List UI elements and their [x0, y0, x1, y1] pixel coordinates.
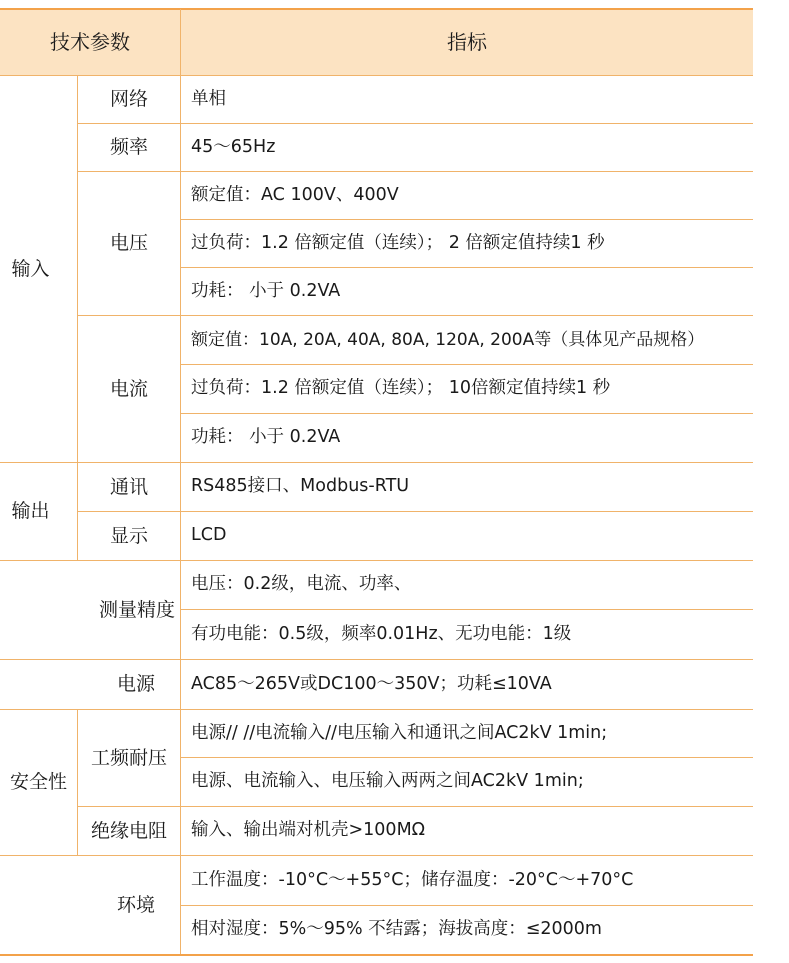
voltage-rated: 额定值：AC 100V、400V: [191, 184, 399, 205]
power-supply-label: 电源: [116, 673, 155, 695]
current-overload: 过负荷：1.2 倍额定值（连续）； 10倍额定值持续1 秒: [191, 378, 611, 399]
current-rated: 额定值：10A, 20A, 40A, 80A, 120A, 200A等（具体见产品规格）: [191, 329, 705, 350]
accuracy-label: 测量精度: [98, 598, 175, 621]
power-supply-value: AC85～265V或DC100～350V；功耗≤10VA: [191, 673, 552, 694]
comm-value: RS485接口、Modbus-RTU: [191, 476, 410, 497]
voltage-overload: 过负荷：1.2 倍额定值（连续）； 2 倍额定值持续1 秒: [191, 232, 605, 253]
insulation-value: 输入、输出端对机壳>100MΩ: [191, 820, 426, 841]
withstand-line2: 电源、电流输入、电压输入两两之间AC2kV 1min;: [191, 771, 584, 792]
network-value: 单相: [191, 88, 226, 109]
accuracy-line2: 有功电能：0.5级，频率0.01Hz、无功电能：1级: [191, 623, 572, 644]
header-spec: 指标: [447, 30, 487, 54]
current-power: 功耗： 小于 0.2VA: [191, 427, 341, 448]
insulation-label: 绝缘电阻: [90, 819, 167, 842]
voltage-power: 功耗： 小于 0.2VA: [191, 280, 341, 301]
network-label: 网络: [109, 88, 148, 110]
environment-label: 环境: [116, 893, 155, 916]
accuracy-line1: 电压：0.2级，电流、功率、: [191, 574, 412, 595]
display-value: LCD: [191, 525, 227, 546]
header-param: 技术参数: [50, 30, 130, 54]
comm-label: 通讯: [109, 475, 148, 498]
group-output-label: 输出: [11, 500, 50, 522]
group-input-label: 输入: [11, 257, 50, 280]
withstand-line1: 电源// //电流输入//电压输入和通讯之间AC2kV 1min;: [191, 722, 608, 743]
frequency-value: 45～65Hz: [191, 136, 276, 157]
rule-bottom: [0, 954, 753, 956]
environment-line2: 相对湿度：5%～95% 不结露；海拔高度：≤2000m: [191, 919, 602, 940]
frequency-label: 频率: [109, 136, 148, 158]
display-label: 显示: [109, 524, 148, 547]
current-label: 电流: [109, 377, 148, 400]
voltage-label: 电压: [109, 232, 148, 254]
environment-line1: 工作温度：-10°C～+55°C；储存温度：-20°C～+70°C: [191, 869, 634, 890]
group-safety-label: 安全性: [9, 771, 67, 793]
withstand-label: 工频耐压: [90, 746, 167, 769]
